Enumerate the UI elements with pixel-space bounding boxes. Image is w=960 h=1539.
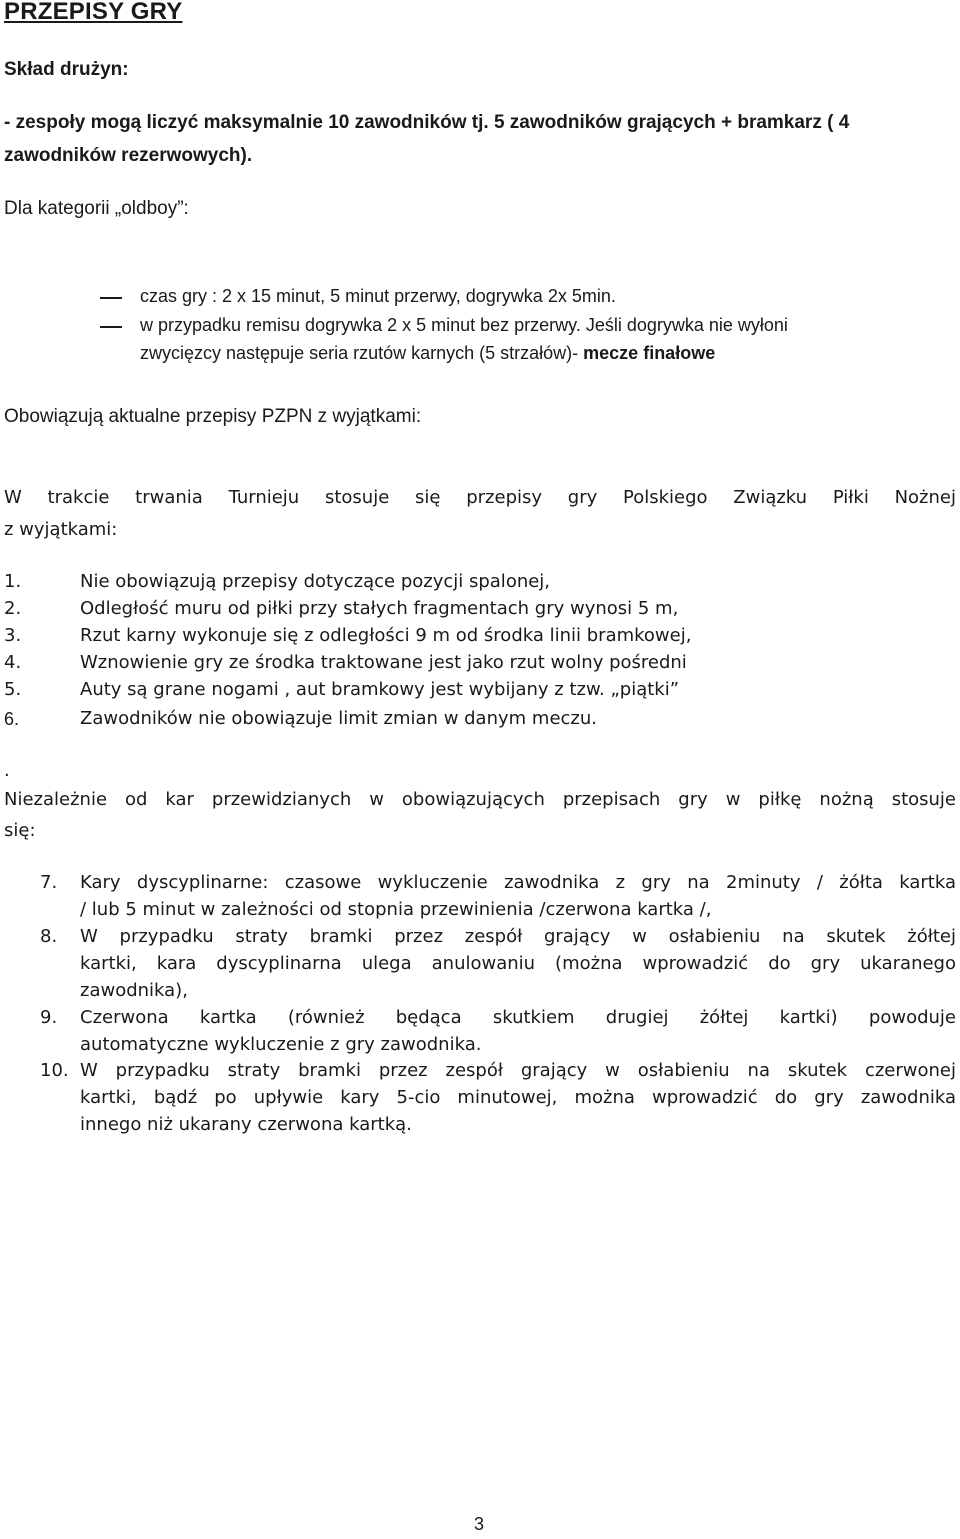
oldboy-item-2-line-1 [140,315,788,336]
separator-dot: . [4,760,10,781]
team-line-2: zawodników rezerwowych). [4,145,253,166]
intro-line-1: W trakcie trwania Turnieju stosuje się przepisy gry Polskiego Związku Piłki Nożnej [4,487,956,508]
dash-bullet-icon [100,326,122,328]
team-line-1: - zespoły mogą liczyć maksymalnie 10 zawodników tj. 5 zawodników grających + bramkarz ( 4 [4,112,850,133]
penalty-intro-line-1: Niezależnie od kar przewidzianych w obowiązujących przepisach gry w piłkę nożną stosuje [4,789,956,810]
rule-text: Odległość muru od piłki przy stałych fragmentach gry wynosi 5 m, [80,598,679,619]
rule-number: 4. [4,652,22,673]
rule-text: Wznowienie gry ze środka traktowane jest jako rzut wolny pośredni [80,652,687,673]
penalty-number: 8. [40,926,58,947]
rule-text: Nie obowiązują przepisy dotyczące pozycji spalonej, [80,571,551,592]
rule-number: 6. [4,709,20,729]
penalty-number: 9. [40,1007,58,1028]
oldboy-item-1: czas gry : 2 x 15 minut, 5 minut przerwy, dogrywka 2x 5min. [140,286,616,306]
oldboy-heading: Dla kategorii „oldboy”: [4,198,189,219]
team-heading: Skład drużyn: [4,59,129,80]
rule-text: Zawodników nie obowiązuje limit zmian w danym meczu. [80,708,597,729]
rule-number: 2. [4,598,22,619]
rule-number: 5. [4,679,22,700]
rule-number: 1. [4,571,22,592]
penalty-number: 10. [40,1060,69,1081]
penalty-line: zawodnika), [80,980,188,1001]
rule-number: 3. [4,625,22,646]
penalty-line: Czerwona kartka (również będąca skutkiem drugiej żółtej kartki) powoduje [80,1007,956,1028]
page-title: PRZEPISY GRY [4,0,183,25]
penalty-line: W przypadku straty bramki przez zespół grający w osłabieniu na skutek czerwonej [80,1060,956,1081]
penalty-number: 7. [40,872,58,893]
penalty-line: automatyczne wykluczenie z gry zawodnika. [80,1034,482,1055]
penalty-line: kartki, bądź po upływie kary 5-cio minutowej, można wprowadzić do gry zawodnika [80,1087,956,1108]
rule-text: Rzut karny wykonuje się z odległości 9 m od środka linii bramkowej, [80,625,692,646]
rule-text: Auty są grane nogami , aut bramkowy jest wybijany z tzw. „piątki” [80,679,680,700]
penalty-line: W przypadku straty bramki przez zespół grający w osłabieniu na skutek żółtej [80,926,956,947]
penalty-intro-line-2: się: [4,820,36,841]
pzpn-note: Obowiązują aktualne przepisy PZPN z wyjątkami: [4,406,422,427]
dash-bullet-icon [100,297,122,299]
oldboy-item-2-part-b: Jeśli dogrywka nie wyłoni [585,315,788,335]
oldboy-item-2-line-2 [140,343,715,364]
page-number: 3 [474,1514,485,1534]
penalty-line: / lub 5 minut w zależności od stopnia przewinienia /czerwona kartka /, [80,899,712,920]
intro-line-2: z wyjątkami: [4,519,118,540]
oldboy-item-2-part-c: zwycięzcy następuje seria rzutów karnych (5 strzałów)- [140,343,584,363]
penalty-line: Kary dyscyplinarne: czasowe wykluczenie zawodnika z gry na 2minuty / żółta kartka [80,872,956,893]
oldboy-item-2-part-a: w przypadku remisu dogrywka 2 x 5 minut bez przerwy. [140,315,586,335]
penalty-line: innego niż ukarany czerwona kartką. [80,1114,412,1135]
penalty-line: kartki, kara dyscyplinarna ulega anulowaniu (można wprowadzić do gry ukaranego [80,953,956,974]
finals-label: mecze finałowe [583,343,716,363]
